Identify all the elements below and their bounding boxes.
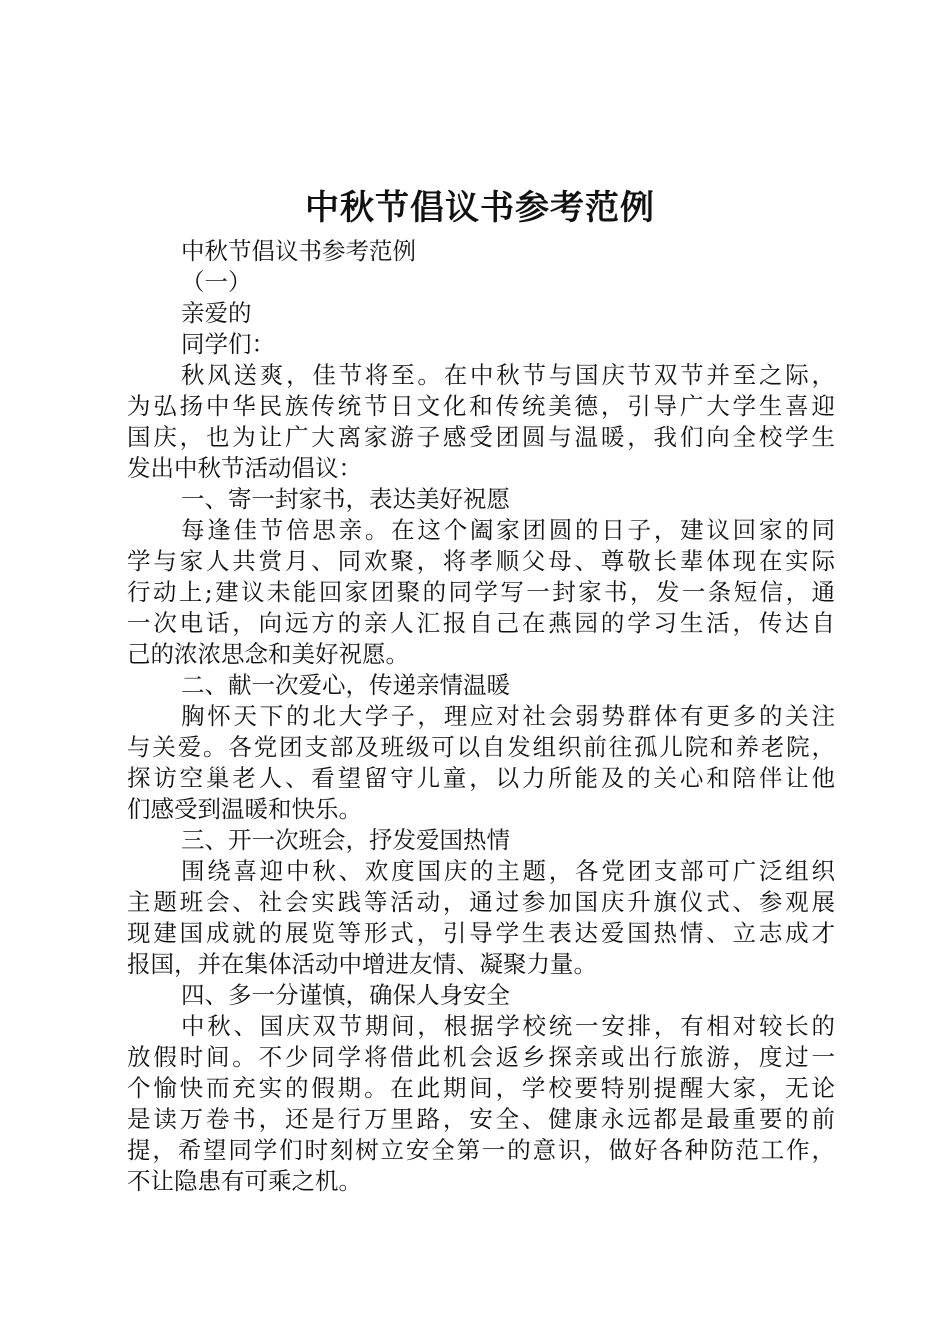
subtitle-line: 中秋节倡议书参考范例 <box>181 237 416 265</box>
salutation-line: 亲爱的 <box>181 299 252 327</box>
paragraph-line: 国庆，也为让广大离家游子感受团圆与温暖，我们向全校学生 <box>127 423 835 451</box>
paragraph-line: 发出中秋节活动倡议： <box>127 454 362 482</box>
paragraph-line: 个愉快而充实的假期。在此期间，学校要特别提醒大家，无论 <box>127 1074 835 1102</box>
paragraph-line: 每逢佳节倍思亲。在这个阖家团圆的日子，建议回家的同 <box>181 516 835 544</box>
section-number: （一） <box>181 268 252 296</box>
paragraph-line: 报国，并在集体活动中增进友情、凝聚力量。 <box>127 950 597 978</box>
paragraph-line: 秋风送爽，佳节将至。在中秋节与国庆节双节并至之际， <box>181 361 835 389</box>
section-heading: 二、献一次爱心，传递亲情温暖 <box>181 671 510 699</box>
paragraph-line: 主题班会、社会实践等活动，通过参加国庆升旗仪式、参观展 <box>127 888 835 916</box>
paragraph-line: 一次电话，向远方的亲人汇报自己在燕园的学习生活，传达自 <box>127 609 835 637</box>
paragraph-line: 现建国成就的展览等形式，引导学生表达爱国热情、立志成才 <box>127 919 835 947</box>
salutation-line: 同学们： <box>181 330 275 358</box>
paragraph-line: 中秋、国庆双节期间，根据学校统一安排，有相对较长的 <box>181 1012 835 1040</box>
paragraph-line: 行动上;建议未能回家团聚的同学写一封家书，发一条短信，通 <box>127 578 835 606</box>
paragraph-line: 己的浓浓思念和美好祝愿。 <box>127 640 409 668</box>
section-heading: 三、开一次班会，抒发爱国热情 <box>181 826 510 854</box>
document-body <box>127 236 835 1197</box>
paragraph-line: 们感受到温暖和快乐。 <box>127 795 362 823</box>
paragraph-line: 学与家人共赏月、同欢聚，将孝顺父母、尊敬长辈体现在实际 <box>127 547 835 575</box>
paragraph-line: 胸怀天下的北大学子，理应对社会弱势群体有更多的关注 <box>181 702 835 730</box>
paragraph-line: 不让隐患有可乘之机。 <box>127 1167 362 1195</box>
paragraph-line: 探访空巢老人、看望留守儿童，以力所能及的关心和陪伴让他 <box>127 764 835 792</box>
document-title: 中秋节倡议书参考范例 <box>305 188 655 228</box>
paragraph-line: 放假时间。不少同学将借此机会返乡探亲或出行旅游，度过一 <box>127 1043 835 1071</box>
paragraph-line: 为弘扬中华民族传统节日文化和传统美德，引导广大学生喜迎 <box>127 392 835 420</box>
section-heading: 四、多一分谨慎，确保人身安全 <box>181 981 510 1009</box>
paragraph-line: 提，希望同学们时刻树立安全第一的意识，做好各种防范工作， <box>127 1136 835 1164</box>
paragraph-line: 与关爱。各党团支部及班级可以自发组织前往孤儿院和养老院， <box>127 733 835 761</box>
paragraph-line: 是读万卷书，还是行万里路，安全、健康永远都是最重要的前 <box>127 1105 835 1133</box>
paragraph-line: 围绕喜迎中秋、欢度国庆的主题，各党团支部可广泛组织 <box>181 857 835 885</box>
section-heading: 一、寄一封家书，表达美好祝愿 <box>181 485 510 513</box>
